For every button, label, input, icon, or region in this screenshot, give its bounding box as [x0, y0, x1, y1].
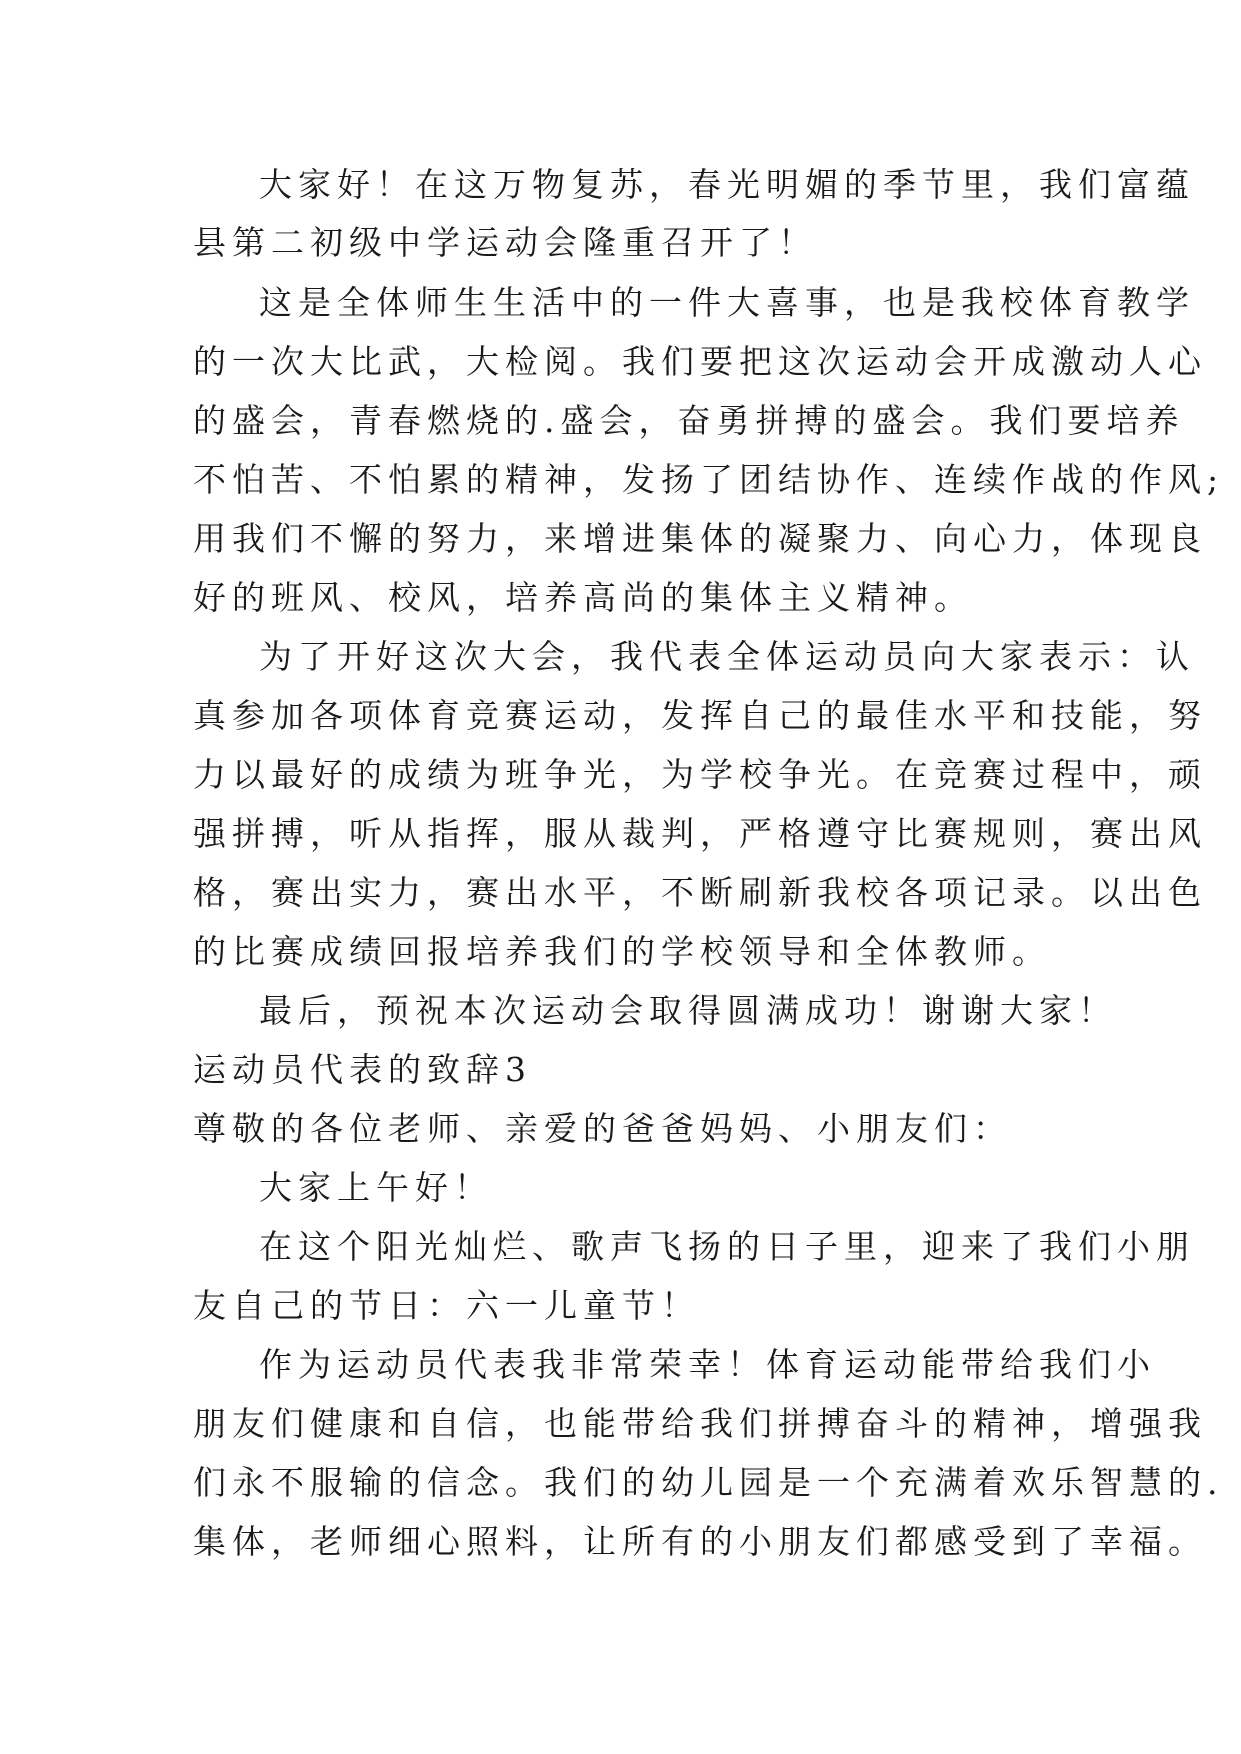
greeting: 大家上午好！	[259, 1168, 493, 1207]
text-line: 的盛会，青春燃烧的.盛会，奋勇拼搏的盛会。我们要培养	[193, 401, 1185, 440]
text-line: 用我们不懈的努力，来增进集体的凝聚力、向心力，体现良	[193, 519, 1207, 558]
text-line: 的比赛成绩回报培养我们的学校领导和全体教师。	[193, 932, 1051, 971]
text-line: 不怕苦、不怕累的精神，发扬了团结协作、连续作战的作风;	[193, 460, 1225, 499]
text-line: 友自己的节日：六一儿童节！	[193, 1286, 700, 1325]
text-line: 最后，预祝本次运动会取得圆满成功！谢谢大家！	[259, 991, 1117, 1030]
text-line: 格，赛出实力，赛出水平，不断刷新我校各项记录。以出色	[193, 873, 1207, 912]
text-line: 的一次大比武，大检阅。我们要把这次运动会开成激动人心	[193, 342, 1207, 381]
text-line: 这是全体师生生活中的一件大喜事，也是我校体育教学	[259, 283, 1195, 322]
text-line: 真参加各项体育竞赛运动，发挥自己的最佳水平和技能，努	[193, 696, 1207, 735]
text-line: 集体，老师细心照料，让所有的小朋友们都感受到了幸福。	[193, 1522, 1207, 1561]
text-line: 强拼搏，听从指挥，服从裁判，严格遵守比赛规则，赛出风	[193, 814, 1207, 853]
text-line: 好的班风、校风，培养高尚的集体主义精神。	[193, 578, 973, 617]
text-line: 作为运动员代表我非常荣幸！体育运动能带给我们小	[259, 1345, 1156, 1384]
text-line: 县第二初级中学运动会隆重召开了！	[193, 223, 817, 262]
text-line: 们永不服输的信念。我们的幼儿园是一个充满着欢乐智慧的.	[193, 1463, 1224, 1502]
section-heading: 运动员代表的致辞3	[193, 1050, 532, 1089]
text-line: 朋友们健康和自信，也能带给我们拼搏奋斗的精神，增强我	[193, 1404, 1207, 1443]
text-line: 为了开好这次大会，我代表全体运动员向大家表示：认	[259, 637, 1195, 676]
text-line: 在这个阳光灿烂、歌声飞扬的日子里，迎来了我们小朋	[259, 1227, 1195, 1266]
text-line: 力以最好的成绩为班争光，为学校争光。在竞赛过程中，顽	[193, 755, 1207, 794]
text-line: 大家好！在这万物复苏，春光明媚的季节里，我们富蕴	[259, 165, 1195, 204]
salutation: 尊敬的各位老师、亲爱的爸爸妈妈、小朋友们：	[193, 1109, 1012, 1148]
